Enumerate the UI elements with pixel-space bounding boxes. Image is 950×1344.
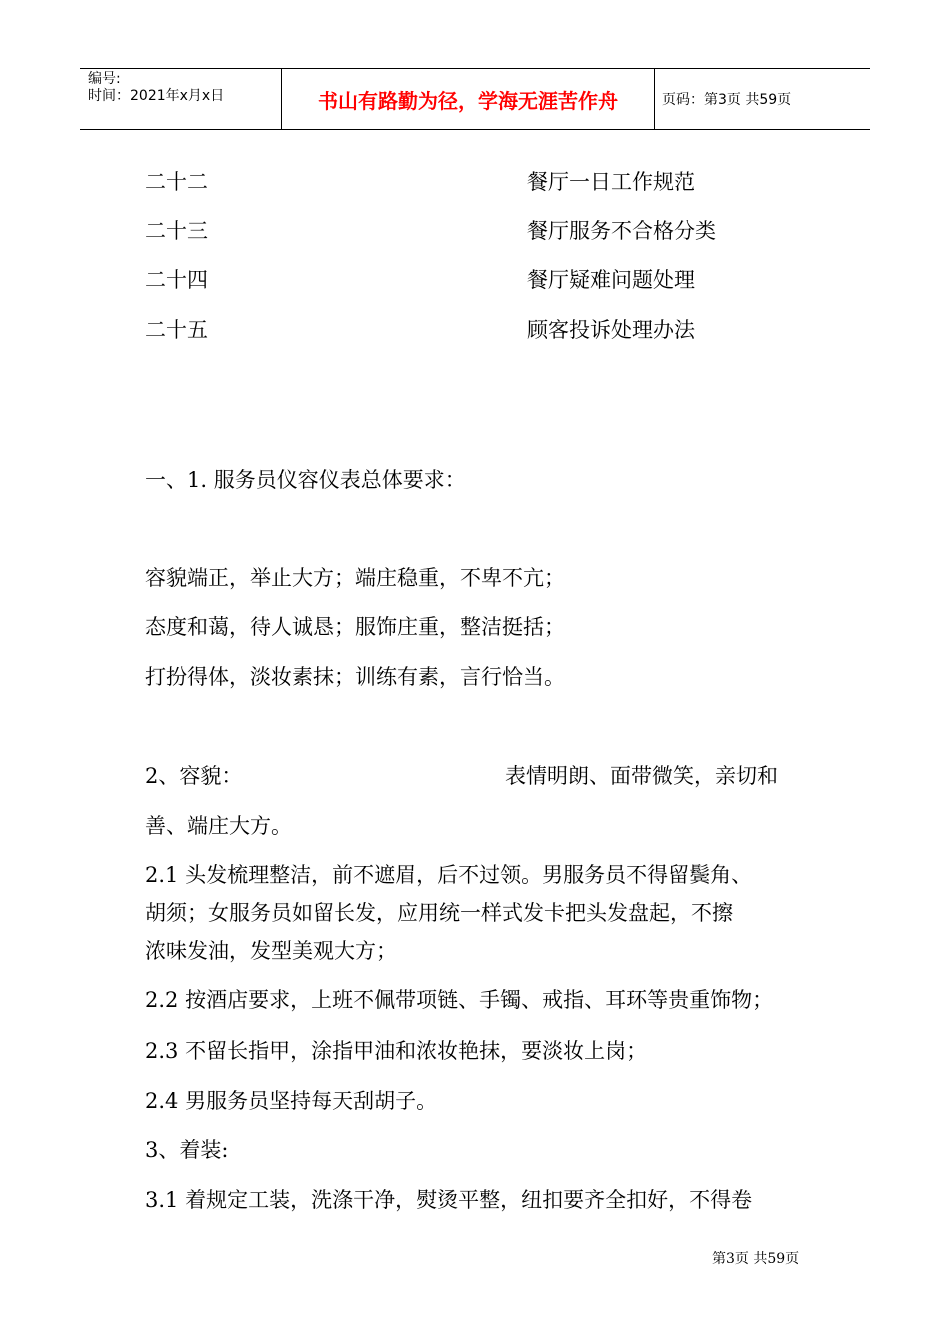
toc-number: 二十四 xyxy=(145,268,208,292)
toc-title: 顾客投诉处理办法 xyxy=(527,318,695,342)
time-label: 时间：2021年x月x日 xyxy=(88,88,225,104)
paragraph-line: 3.1 着规定工装，洗涤干净，熨烫平整，纽扣要齐全扣好，不得卷 xyxy=(145,1188,753,1212)
paragraph-text: 善、端庄大方。 xyxy=(145,814,292,838)
toc-title: 餐厅疑难问题处理 xyxy=(527,268,695,292)
paragraph-line: 2.4 男服务员坚持每天刮胡子。 xyxy=(145,1089,438,1113)
paragraph-line: 浓味发油，发型美观大方； xyxy=(145,939,397,963)
paragraph-line: 2.2 按酒店要求，上班不佩带项链、手镯、戒指、耳环等贵重饰物； xyxy=(145,988,774,1012)
requirement-line: 态度和蔼，待人诚恳；服饰庄重，整洁挺括； xyxy=(145,615,565,639)
requirement-line: 打扮得体，淡妆素抹；训练有素，言行恰当。 xyxy=(145,665,565,689)
page-footer: 第3页 共59页 xyxy=(712,1251,800,1267)
header-left xyxy=(88,71,224,105)
toc-number: 二十二 xyxy=(145,170,208,194)
section-heading: 3、着装: xyxy=(145,1138,229,1162)
paragraph-line: 胡须；女服务员如留长发，应用统一样式发卡把头发盘起，不擦 xyxy=(145,901,733,925)
code-label: 编号: xyxy=(88,71,121,87)
toc-title: 餐厅服务不合格分类 xyxy=(527,219,716,243)
paragraph-text: 表情明朗、面带微笑，亲切和 xyxy=(505,764,778,788)
toc-number: 二十三 xyxy=(145,219,208,243)
paragraph-line: 2.1 头发梳理整洁，前不遮眉，后不过领。男服务员不得留鬓角、 xyxy=(145,863,753,887)
header-page-info: 页码：第3页 共59页 xyxy=(662,92,792,108)
section-heading: 一、1. 服务员仪容仪表总体要求： xyxy=(145,468,466,492)
header-motto: 书山有路勤为径，学海无涯苦作舟 xyxy=(318,88,618,113)
paragraph-line: 2.3 不留长指甲，涂指甲油和浓妆艳抹，要淡妆上岗； xyxy=(145,1039,648,1063)
section-label: 2、容貌： xyxy=(145,764,243,788)
requirement-line: 容貌端正，举止大方；端庄稳重，不卑不亢； xyxy=(145,566,565,590)
header-divider xyxy=(654,69,655,129)
toc-title: 餐厅一日工作规范 xyxy=(527,170,695,194)
page-header xyxy=(80,68,870,130)
toc-number: 二十五 xyxy=(145,318,208,342)
